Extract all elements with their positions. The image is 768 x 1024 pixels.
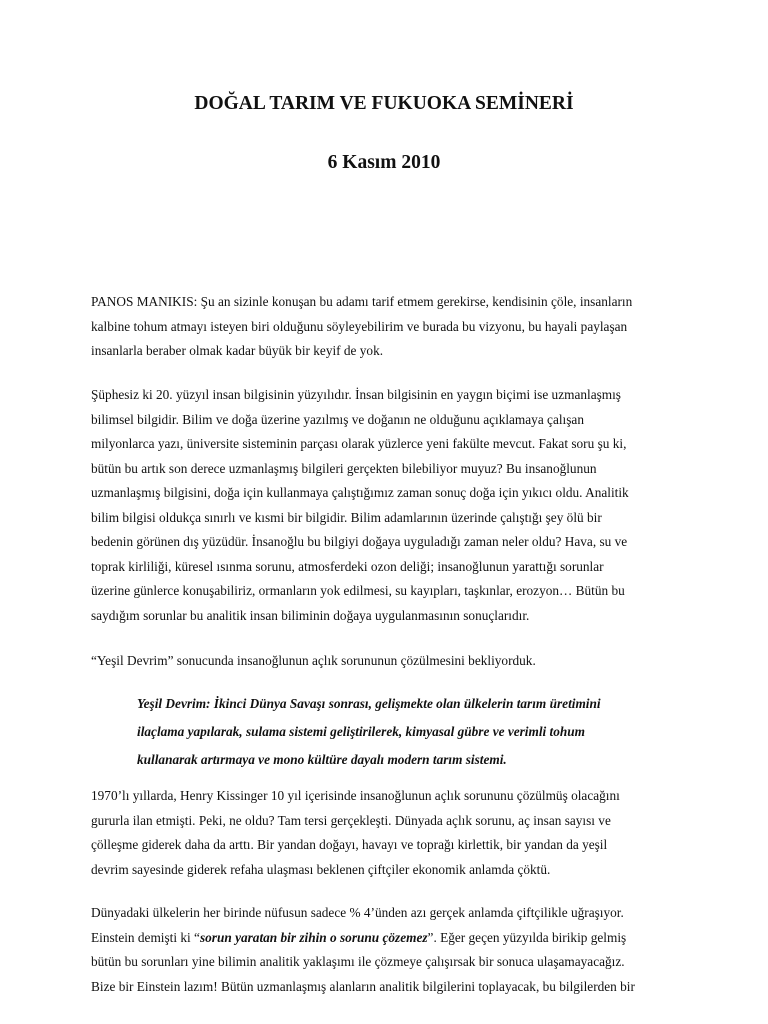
paragraph-line: bilimsel bilgidir. Bilim ve doğa üzerine yazılmış ve doğanın ne olduğunu açıklamaya çalışan bbox=[91, 411, 584, 427]
paragraph-line: toprak kirliliği, küresel ısınma sorunu, atmosferdeki ozon deliği; insanoğlunun yarattığı sorunlar bbox=[91, 558, 604, 574]
paragraph-line: “Yeşil Devrim” sonucunda insanoğlunun açlık sorununun çözülmesini bekliyorduk. bbox=[91, 653, 536, 668]
paragraph-line: bütün bu sorunları yine bilimin analitik yaklaşımı ile çözmeye çalışırsak bir sonuca ulaşamayacağız. bbox=[91, 954, 625, 969]
paragraph-line: üzerine günlerce konuşabiliriz, ormanların yok edilmesi, su kayıpları, taşkınlar, erozyon… Bütün bu bbox=[91, 583, 625, 598]
paragraph-science bbox=[91, 383, 691, 628]
paragraph-einstein bbox=[91, 901, 691, 999]
paragraph-line: bilim bilgisi oldukça sınırlı ve kısmi bir bilgidir. Bilim adamlarının üzerinde çalıştığı şey ölü bir bbox=[91, 509, 602, 525]
paragraph-line: Dünyadaki ülkelerin her birinde nüfusun sadece % 4’ünden azı gerçek anlamda çiftçilikle uğraşıyor. bbox=[91, 905, 624, 920]
paragraph-line: uzmanlaşmış bilgisini, doğa için kullanmaya çalıştığımız zaman sonuç doğa için yıkıcı oldu. Analitik bbox=[91, 485, 629, 500]
paragraph-line: bedenin görünen dış yüzüdür. İnsanoğlu bu bilgiyi doğaya uyguladığı zaman neler oldu? Hava, su ve bbox=[91, 534, 628, 549]
paragraph-kissinger bbox=[91, 784, 691, 882]
paragraph-line: bütün bu artık son derece uzmanlaşmış bilgileri gerçekten bilebiliyor muyuz? Bu insanoğlunun bbox=[91, 460, 597, 476]
einstein-quote: sorun yaratan bir zihin o sorunu çözemez bbox=[199, 929, 428, 945]
paragraph-line: 1970’lı yıllarda, Henry Kissinger 10 yıl içerisinde insanoğlunun açlık sorununu çözülmüş olacağını bbox=[91, 788, 620, 803]
text-segment: ”. Eğer geçen yüzyılda birikip gelmiş bbox=[427, 929, 627, 945]
definition-line: ilaçlama yapılarak, sulama sistemi geliştirilerek, kimyasal gübre ve verimli tohum bbox=[137, 724, 586, 739]
definition-line: kullanarak artırmaya ve mono kültüre dayalı modern tarım sistemi. bbox=[137, 752, 507, 767]
paragraph-line: saydığım sorunlar bu analitik insan biliminin doğaya uygulanmasının sonuçlarıdır. bbox=[91, 607, 530, 623]
paragraph-line: Bize bir Einstein lazım! Bütün uzmanlaşmış alanların analitik bilgilerini toplayacak, bu bilgilerden bir bbox=[91, 978, 635, 994]
paragraph-line: Şüphesiz ki 20. yüzyıl insan bilgisinin yüzyılıdır. İnsan bilgisinin en yaygın biçimi ise uzmanlaşmış bbox=[91, 387, 621, 402]
paragraph-green-revolution bbox=[91, 649, 691, 674]
paragraph-line: devrim sayesinde giderek refaha ulaşması beklenen çiftçiler ekonomik anlamda çöktü. bbox=[91, 861, 551, 877]
paragraph-line: milyonlarca yazı, üniversite sisteminin parçası olarak yüzlerce yeni fakülte mevcut. Fakat soru şu ki, bbox=[91, 436, 627, 451]
paragraph-intro bbox=[91, 290, 691, 364]
green-revolution-definition bbox=[137, 690, 697, 774]
text-segment: Einstein demişti ki “ bbox=[91, 929, 200, 945]
paragraph-line: kalbine tohum atmayı isteyen biri olduğunu söyleyebilirim ve burada bu vizyonu, bu hayali paylaşan bbox=[91, 318, 628, 334]
definition-line: Yeşil Devrim: İkinci Dünya Savaşı sonrası, gelişmekte olan ülkelerin tarım üretimini bbox=[137, 696, 601, 711]
paragraph-line: PANOS MANIKIS: Şu an sizinle konuşan bu adamı tarif etmem gerekirse, kendisinin çöle, insanların bbox=[91, 294, 633, 309]
paragraph-line: çölleşme giderek daha da arttı. Bir yandan doğayı, havayı ve toprağı kirlettik, bir yandan da yeşil bbox=[91, 837, 608, 852]
document-date: 6 Kasım 2010 bbox=[327, 152, 441, 173]
paragraph-line bbox=[91, 926, 691, 951]
paragraph-line: insanlarla beraber olmak kadar büyük bir keyif de yok. bbox=[91, 343, 384, 358]
document-title: DOĞAL TARIM VE FUKUOKA SEMİNERİ bbox=[194, 93, 574, 114]
paragraph-line: gururla ilan etmişti. Peki, ne oldu? Tam tersi gerçekleşti. Dünyada açlık sorunu, aç insan sayısı ve bbox=[91, 812, 611, 828]
